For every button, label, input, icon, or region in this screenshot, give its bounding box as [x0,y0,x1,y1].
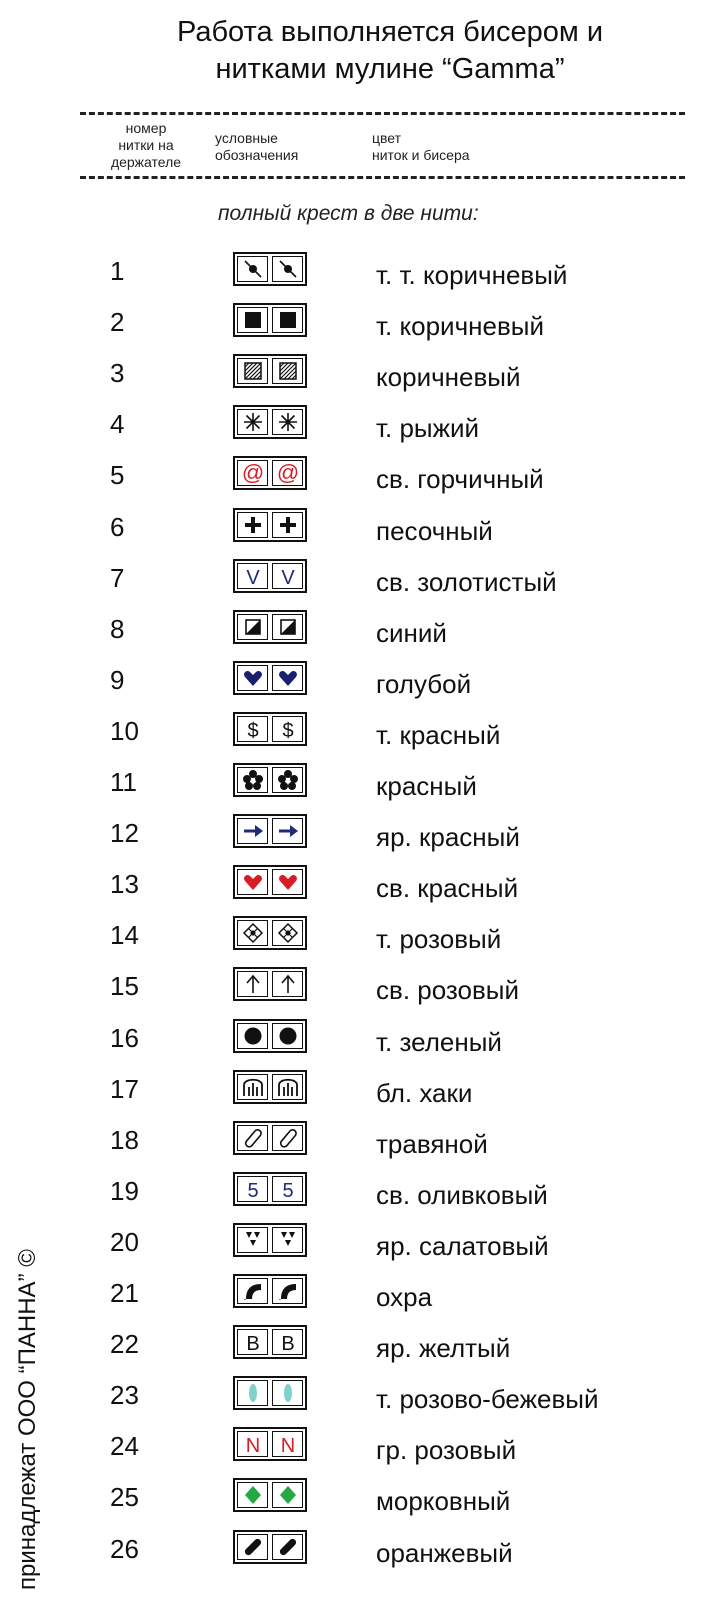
symbol-pair [233,1325,307,1359]
thread-number: 16 [110,1022,139,1053]
at-sign-icon [272,460,303,486]
stitch-subtitle: полный крест в две нити: [218,202,479,225]
legend-row [0,1070,715,1122]
plus-icon [237,512,268,538]
symbol-pair [233,814,307,848]
arch-icon [237,1074,268,1100]
hatched-square-icon [237,358,268,384]
color-name: св. розовый [376,975,519,1006]
color-name: яр. желтый [376,1333,511,1364]
legend-row [0,661,715,713]
legend-row [0,1427,715,1479]
thread-number: 13 [110,869,139,900]
symbol-pair [233,1070,307,1104]
symbol-pair [233,865,307,899]
symbol-pair [233,916,307,950]
symbol-pair [233,712,307,746]
thread-number: 19 [110,1175,139,1206]
legend-row [0,354,715,406]
legend-row [0,1019,715,1071]
hatched-square-icon [272,358,303,384]
svg-text:5: 5 [281,1179,294,1201]
heart-blue-icon [272,665,303,691]
legend-row [0,1325,715,1377]
symbol-pair [233,1172,307,1206]
color-name: оранжевый [376,1537,513,1568]
thread-number: 18 [110,1124,139,1155]
diamond-green-icon [272,1482,303,1508]
copyright-note: принадлежат ООО “ПАННА” © [14,1249,41,1590]
thread-number: 10 [110,715,139,746]
header-symbols [215,130,298,164]
header-color-line: цвет [372,130,402,146]
heart-red-icon [237,869,268,895]
legend-row [0,1376,715,1428]
thread-number: 23 [110,1380,139,1411]
title-line-1: Работа выполняется бисером и [176,16,604,48]
symbol-pair [233,405,307,439]
filled-circle-icon [237,1023,268,1049]
color-name: синий [376,617,447,648]
digit-five-icon [237,1176,268,1202]
legend-row [0,916,715,968]
thread-number: 26 [110,1533,139,1564]
svg-text:V: V [245,566,260,588]
thread-number: 11 [110,767,137,797]
letter-v-icon [237,563,268,589]
symbol-pair [233,1530,307,1564]
svg-text:@: @ [276,461,299,486]
letter-n-icon [237,1431,268,1457]
thread-number: 8 [110,613,125,644]
symbol-pair [233,1427,307,1461]
arrow-right-icon [237,818,268,844]
at-sign-icon [237,460,268,486]
thread-number: 14 [110,920,139,951]
thread-number: 1 [110,256,125,286]
svg-text:V: V [280,566,295,588]
arch-icon [272,1074,303,1100]
legend-row [0,967,715,1019]
color-name: морковный [376,1486,511,1517]
thread-number: 9 [110,664,125,695]
color-name: травяной [376,1128,488,1159]
thread-number: 21 [110,1278,139,1308]
letter-b-icon [237,1329,268,1355]
triple-triangle-icon [272,1227,303,1253]
header-thread-number-line: держателе [110,154,182,170]
symbol-pair [233,508,307,542]
header-color [372,130,470,164]
color-name: песочный [376,515,493,546]
svg-text:B: B [280,1333,295,1355]
symbol-pair [233,354,307,388]
legend-row [0,303,715,355]
symbol-pair [233,763,307,797]
diamond-pattern-icon [272,920,303,946]
filled-circle-icon [272,1023,303,1049]
legend-row [0,252,715,304]
thread-number: 3 [110,358,125,389]
legend-row [0,508,715,560]
svg-text:B: B [245,1333,260,1355]
letter-n-icon [272,1431,303,1457]
arrow-right-icon [272,818,303,844]
color-name: св. красный [376,873,519,904]
title-line-2: нитками мулине “Gamma” [215,53,565,85]
symbol-pair [233,456,307,490]
header-symbols-line: обозначения [215,147,299,163]
color-name: т. розово-бежевый [376,1384,599,1415]
color-name: охра [376,1282,433,1312]
thread-number: 6 [110,511,125,542]
symbol-pair [233,303,307,337]
dollar-icon [237,716,268,742]
filled-square-icon [237,307,268,333]
symbol-pair [233,610,307,644]
symbol-pair [233,661,307,695]
symbol-pair [233,1274,307,1308]
triple-triangle-icon [237,1227,268,1253]
header-symbols-line: условные [215,130,278,146]
color-name: яр. салатовый [376,1230,549,1261]
thread-number: 20 [110,1226,139,1257]
legend-row [0,456,715,508]
symbol-pair [233,967,307,1001]
heart-red-icon [272,869,303,895]
symbol-pair [233,559,307,593]
color-name: т. розовый [376,924,502,955]
thread-number: 4 [110,409,125,440]
diamond-pattern-icon [237,920,268,946]
header-divider-top [80,112,685,115]
header-divider-bottom [80,176,685,179]
filled-square-icon [272,307,303,333]
heart-blue-icon [237,665,268,691]
svg-text:N: N [245,1435,260,1457]
svg-text:$: $ [281,719,294,741]
legend-row [0,865,715,917]
symbol-pair [233,252,307,286]
thread-number: 24 [110,1431,139,1462]
color-name: св. оливковый [376,1179,548,1210]
legend-row [0,763,715,815]
capsule-outline-icon [272,1125,303,1151]
legend-row [0,610,715,662]
letter-v-icon [272,563,303,589]
oval-teal-icon [237,1380,268,1406]
half-square-icon [272,614,303,640]
color-name: св. золотистый [376,566,557,597]
legend-row [0,814,715,866]
header-color-line: ниток и бисера [372,147,470,163]
thread-number: 22 [110,1329,139,1360]
color-name: красный [376,771,477,801]
legend-row [0,1121,715,1173]
color-name: т. зеленый [376,1026,502,1057]
digit-five-icon [272,1176,303,1202]
arrow-up-icon [272,971,303,997]
header-thread-number-line: нитки на [118,137,174,153]
color-name: т. красный [376,719,501,750]
diamond-green-icon [237,1482,268,1508]
half-square-icon [237,614,268,640]
oval-teal-icon [272,1380,303,1406]
color-name: гр. розовый [376,1435,517,1466]
capsule-outline-icon [237,1125,268,1151]
symbol-pair [233,1478,307,1512]
thread-number: 7 [110,562,125,593]
capsule-filled-icon [237,1534,268,1560]
legend-row [0,559,715,611]
legend-row [0,1274,715,1326]
symbol-pair [233,1121,307,1155]
color-name: св. горчичный [376,464,544,495]
header-thread-number-line: номер [125,120,167,136]
legend-row [0,1172,715,1224]
thread-number: 15 [110,971,139,1002]
needle-dot-icon [272,256,303,282]
page-title [90,14,690,88]
color-name: голубой [376,668,472,699]
symbol-pair [233,1019,307,1053]
svg-text:N: N [280,1435,295,1457]
legend-row [0,1223,715,1275]
plus-icon [272,512,303,538]
color-name: коричневый [376,362,521,393]
legend-row [0,405,715,457]
color-name: т. рыжий [376,413,480,444]
svg-text:@: @ [241,461,264,486]
svg-text:$: $ [246,719,259,741]
legend-row [0,1478,715,1530]
thread-number: 17 [110,1073,139,1104]
flower-icon [237,767,268,793]
svg-text:5: 5 [246,1179,259,1201]
header-thread-number [100,120,192,171]
thread-number: 25 [110,1482,139,1513]
asterisk-icon [272,409,303,435]
dollar-icon [272,716,303,742]
arrow-up-icon [237,971,268,997]
quarter-arc-icon [237,1278,268,1304]
asterisk-icon [237,409,268,435]
thread-number: 2 [110,307,125,338]
letter-b-icon [272,1329,303,1355]
color-name: бл. хаки [376,1077,473,1108]
legend-row [0,712,715,764]
symbol-pair [233,1376,307,1410]
capsule-filled-icon [272,1534,303,1560]
needle-dot-icon [237,256,268,282]
thread-number: 12 [110,818,139,849]
color-name: т. коричневый [376,311,544,342]
quarter-arc-icon [272,1278,303,1304]
color-name: т. т. коричневый [376,260,568,290]
legend-row [0,1530,715,1582]
thread-number: 5 [110,460,125,491]
symbol-pair [233,1223,307,1257]
flower-icon [272,767,303,793]
color-name: яр. красный [376,822,520,853]
